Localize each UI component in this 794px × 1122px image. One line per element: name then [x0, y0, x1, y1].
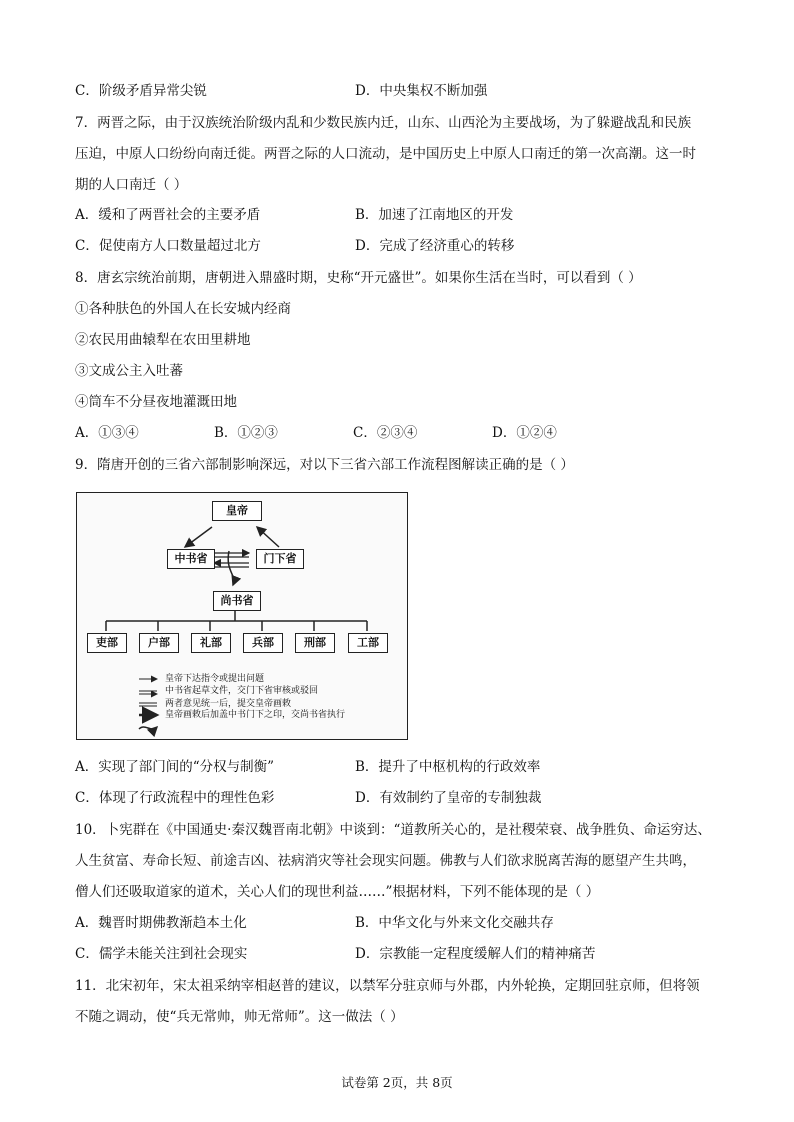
legend-item-4: 皇帝画敕后加盖中书门下之印，交尚书省执行	[165, 710, 346, 720]
q9-option-c: C．体现了行政流程中的理性色彩	[75, 790, 275, 806]
q10-option-b: B．中华文化与外来文化交融共存	[355, 915, 554, 931]
q9-option-b: B．提升了中枢机构的行政效率	[355, 759, 541, 775]
q10-text-line-1: 10．卜宪群在《中国通史·秦汉魏晋南北朝》中谈到：“道教所关心的，是社稷荣衰、战争胜负、命运穷达、	[75, 822, 711, 838]
arrow-emperor-to-zhongshu	[185, 527, 212, 547]
q11-text-line-2: 不随之调动，使“兵无常帅，帅无常师”。这一做法（ ）	[75, 1009, 404, 1025]
q9-text: 9．隋唐开创的三省六部制影响深远，对以下三省六部工作流程图解读正确的是（ ）	[75, 457, 574, 473]
q8-item-3: ③文成公主入吐蕃	[75, 363, 183, 379]
q7-option-d: D．完成了经济重心的转移	[355, 238, 515, 254]
ministry-box-justice: 刑部	[295, 633, 335, 653]
ministry-box-revenue: 户部	[139, 633, 179, 653]
menxia-box: 门下省	[256, 549, 304, 569]
arrow-menxia-to-emperor	[257, 527, 279, 547]
arrow-to-shangshu	[228, 551, 234, 585]
q8-option-c: C．②③④	[353, 425, 418, 441]
ministry-box-works: 工部	[348, 633, 388, 653]
q7-text-line-2: 压迫，中原人口纷纷向南迁徙。两晋之际的人口流动，是中国历史上中原人口南迁的第一次高潮。这一时	[75, 146, 696, 162]
q9-option-d: D．有效制约了皇帝的专制独裁	[355, 790, 542, 806]
q6-option-d: D．中央集权不断加强	[355, 83, 488, 99]
ministry-box-war: 兵部	[243, 633, 283, 653]
q6-option-c: C．阶级矛盾异常尖锐	[75, 83, 207, 99]
q10-option-a: A．魏晋时期佛教渐趋本土化	[75, 915, 247, 931]
q8-item-1: ①各种肤色的外国人在长安城内经商	[75, 301, 291, 317]
q7-option-b: B．加速了江南地区的开发	[355, 207, 514, 223]
q10-text-line-2: 人生贫富、寿命长短、前途吉凶、祛病消灾等社会现实问题。佛教与人们欲求脱离苦海的愿望产生共鸣，	[75, 853, 696, 869]
legend-item-2: 中书省起草文件，交门下省审核或驳回	[165, 686, 319, 696]
emperor-box: 皇帝	[212, 501, 262, 521]
q10-option-d: D．宗教能一定程度缓解人们的精神痛苦	[355, 946, 596, 962]
three-departments-six-ministries-diagram	[76, 492, 408, 740]
shangshu-box: 尚书省	[213, 591, 261, 611]
q8-item-2: ②农民用曲辕犁在农田里耕地	[75, 332, 251, 348]
q7-option-c: C．促使南方人口数量超过北方	[75, 238, 261, 254]
q9-option-a: A．实现了部门间的“分权与制衡”	[75, 759, 275, 775]
legend-item-1: 皇帝下达指令或提出问题	[165, 674, 265, 684]
ministry-box-rites: 礼部	[191, 633, 231, 653]
q11-text-line-1: 11．北宋初年，宋太祖采纳宰相赵普的建议，以禁军分驻京师与外郡，内外轮换，定期回驻京师，但将领	[75, 978, 700, 994]
ministry-box-personnel: 吏部	[87, 633, 127, 653]
q8-option-a: A．①③④	[75, 425, 139, 441]
q8-option-b: B．①②③	[214, 425, 278, 441]
legend-item-3: 两者意见统一后，提交皇帝画敕	[165, 699, 292, 709]
q7-text-line-1: 7．两晋之际，由于汉族统治阶级内乱和少数民族内迁，山东、山西沦为主要战场，为了躲避战乱和民族	[75, 115, 692, 131]
q8-text: 8．唐玄宗统治前期，唐朝进入鼎盛时期，史称“开元盛世”。如果你生活在当时，可以看到（ ）	[75, 270, 642, 286]
q8-option-d: D．①②④	[492, 425, 557, 441]
q7-text-line-3: 期的人口南迁（ ）	[75, 177, 188, 193]
q10-text-line-3: 僧人们还吸取道家的道术，关心人们的现世利益……”根据材料，下列不能体现的是（ ）	[75, 884, 600, 900]
q8-item-4: ④筒车不分昼夜地灌溉田地	[75, 394, 237, 410]
q10-option-c: C．儒学未能关注到社会现实	[75, 946, 248, 962]
zhongshu-box: 中书省	[167, 549, 215, 569]
page-footer: 试卷第 2页，共 8页	[341, 1075, 453, 1090]
q7-option-a: A．缓和了两晋社会的主要矛盾	[75, 207, 261, 223]
